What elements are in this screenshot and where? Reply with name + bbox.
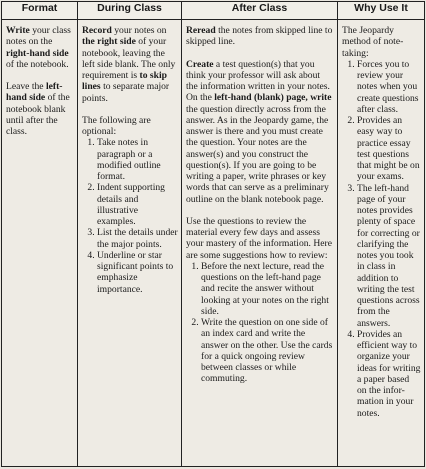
header-why-use-it: Why Use It (338, 2, 425, 20)
list-item: 1. Before the next lecture, read the questions on the left-hand page and recite the answer without looking at your notes on the right side. (201, 261, 334, 317)
list-item: 3. List the details under the major points. (97, 227, 178, 250)
list-item: 3. The left-hand page of your notes provides plenty of space for correcting or clarifying the notes you took in class in addition to writing the test questions across from the answers. (357, 183, 421, 329)
during-paragraph-1: Record your notes on the right side of your notebook, leaving the left side blank. The only requirement is to skip lines to separate major points. (82, 25, 176, 104)
list-item: 2. Write the question on one side of an index card and write the answer on the other. Use the cards for a quick ongoing review between classes or while commuting. (201, 317, 334, 385)
list-item: 4. Underline or star significant points to emphasize importance. (97, 250, 178, 295)
during-class-cell (78, 20, 182, 467)
during-paragraph-2: The following are optional: (82, 114, 151, 137)
format-cell (2, 20, 78, 467)
header-during-class: During Class (78, 2, 182, 20)
list-item: 1. Forces you to review your notes when you create questions after class. (357, 59, 421, 115)
after-review-list (186, 261, 334, 385)
during-optional-list (82, 137, 178, 295)
list-item: 1. Take notes in paragraph or a modified outline format. (97, 137, 178, 182)
after-class-cell (182, 20, 338, 467)
format-paragraph-1: Write your class notes on the right-hand side of the notebook. (6, 25, 71, 70)
why-paragraph-1: The Jeopardy method of note-taking: (342, 25, 404, 59)
list-item: 2. Indent supporting details and illustrative examples. (97, 182, 178, 227)
after-paragraph-1: Reread the notes from skipped line to skipped line. (186, 25, 333, 48)
header-after-class: After Class (182, 2, 338, 20)
list-item: 2. Provides an easy way to practice essay test questions that might be on your exams. (357, 115, 421, 183)
header-format: Format (2, 2, 78, 20)
header-row (2, 2, 425, 20)
format-paragraph-2: Leave the left-hand side of the notebook blank until after the class. (6, 81, 70, 137)
why-use-it-cell (338, 20, 425, 467)
content-row (2, 20, 425, 467)
after-paragraph-2: Create a test question(s) that you think your professor will ask about the information written in your notes. On the left-hand (blank) page, write the question directly across from the answer. As in the Jeopardy game, the answer is there and you must create the question. Your notes are the answer(s) and you construct the question(s). If you are going to be writing a paper, write phrases or key words that can serve as a preliminary outline on the blank notebook page. (186, 58, 332, 205)
why-benefits-list (342, 59, 421, 419)
note-taking-table (1, 1, 425, 467)
list-item: 4. Provides an efficient way to organize your ideas for writing a paper based on the infor-mation in your notes. (357, 329, 421, 419)
after-paragraph-3: Use the questions to review the material every few days and assess your mastery of the information. Here are some suggestions how to review: (186, 215, 332, 261)
